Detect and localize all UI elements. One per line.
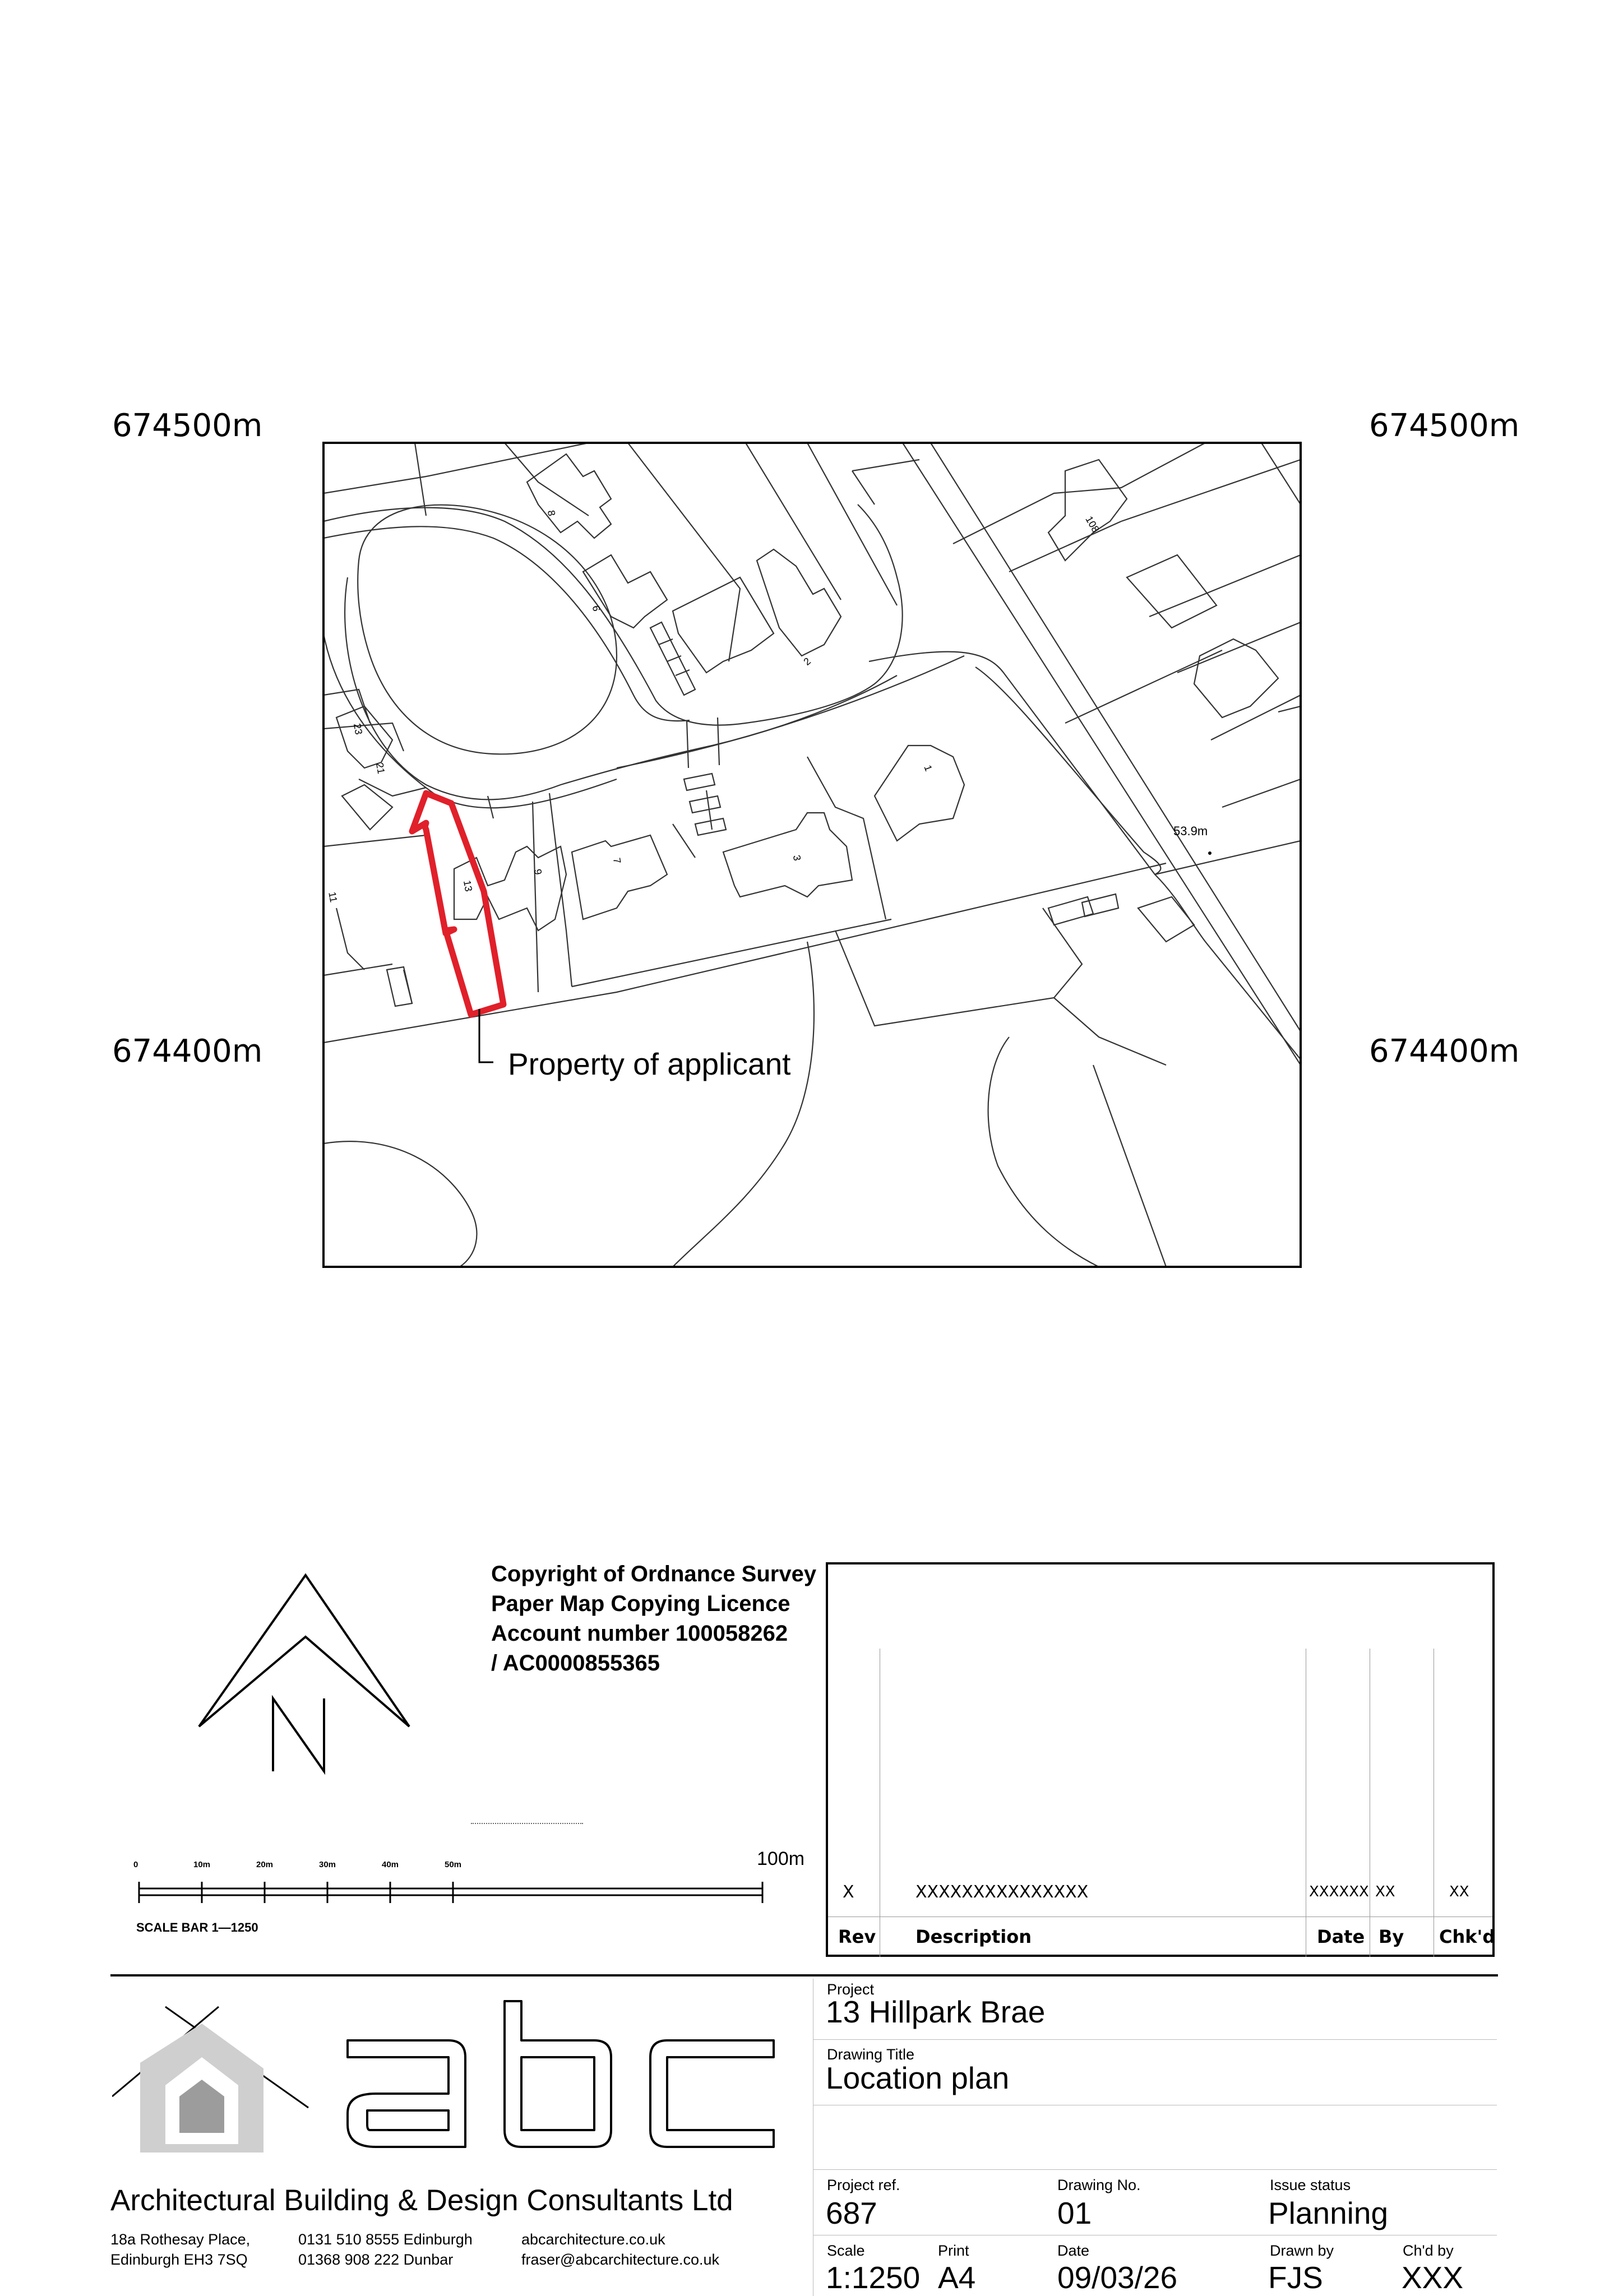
house-number: 3 xyxy=(790,854,803,862)
drawing-no-value: 01 xyxy=(1057,2196,1092,2230)
house-number: 108 xyxy=(1083,514,1102,535)
house-number: 21 xyxy=(373,761,387,775)
company-phones xyxy=(298,2229,473,2270)
grid-ref-top-right: 674500m xyxy=(1369,408,1520,444)
scale-end-label: 100m xyxy=(757,1848,805,1869)
scale-label: Scale xyxy=(827,2242,865,2259)
grid-ref-top-left: 674500m xyxy=(112,408,263,444)
grid-ref-bottom-right: 674400m xyxy=(1369,1033,1520,1070)
company-name: Architectural Building & Design Consultants Ltd xyxy=(110,2184,733,2217)
email-link[interactable]: fraser@abcarchitecture.co.uk xyxy=(521,2251,720,2268)
callout-label: Property of applicant xyxy=(508,1047,791,1081)
house-number: 7 xyxy=(611,857,623,865)
copyright-notice xyxy=(491,1559,816,1678)
house-number: 8 xyxy=(545,509,558,517)
project-ref-value: 687 xyxy=(826,2196,877,2230)
address-line: 18a Rothesay Place, xyxy=(110,2231,251,2248)
revision-chkd: XX xyxy=(1449,1883,1469,1900)
scale-bar-caption: SCALE BAR 1—1250 xyxy=(136,1920,258,1934)
date-value: 09/03/26 xyxy=(1057,2260,1178,2295)
grid-ref-bottom-left: 674400m xyxy=(112,1033,263,1070)
scale-tick-label: 20m xyxy=(256,1860,274,1869)
scale-value: 1:1250 xyxy=(826,2260,921,2295)
checked-by-label: Ch'd by xyxy=(1403,2242,1454,2259)
scale-tick-label: 50m xyxy=(445,1860,462,1869)
company-logo xyxy=(112,1996,785,2158)
row-divider xyxy=(813,2039,1497,2040)
house-number: 2 xyxy=(801,655,813,668)
house-number: 9 xyxy=(531,868,544,876)
scale-tick-label: 40m xyxy=(382,1860,399,1869)
project-ref-label: Project ref. xyxy=(827,2177,900,2193)
checked-by-value: XXX xyxy=(1402,2260,1464,2295)
revision-date: XXXXXX xyxy=(1309,1883,1369,1900)
website-link[interactable]: abcarchitecture.co.uk xyxy=(521,2231,665,2248)
print-value: A4 xyxy=(938,2260,976,2295)
revision-header-date: Date xyxy=(1317,1926,1365,1947)
address-line: Edinburgh EH3 7SQ xyxy=(110,2251,248,2268)
revision-header-rev: Rev xyxy=(838,1926,876,1947)
drawing-title-value: Location plan xyxy=(826,2061,1010,2095)
copyright-line: Account number 100058262 xyxy=(491,1621,788,1646)
phone-line: 01368 908 222 Dunbar xyxy=(298,2251,454,2268)
revision-header-chkd: Chk'd xyxy=(1439,1926,1496,1947)
project-value: 13 Hillpark Brae xyxy=(826,1994,1046,2029)
title-block-divider xyxy=(110,1974,1498,1976)
copyright-line: Paper Map Copying Licence xyxy=(491,1591,790,1616)
company-web xyxy=(521,2229,719,2270)
issue-status-label: Issue status xyxy=(1270,2177,1351,2193)
drawn-by-value: FJS xyxy=(1268,2260,1323,2295)
revision-rev: X xyxy=(843,1882,854,1902)
revision-description: XXXXXXXXXXXXXXX xyxy=(915,1882,1089,1902)
print-label: Print xyxy=(938,2242,969,2259)
callout-leader xyxy=(479,1009,493,1062)
house-number: 6 xyxy=(590,604,603,613)
project-label: Project xyxy=(827,1981,875,1998)
scale-tick-label: 0 xyxy=(133,1860,138,1869)
revision-header-by: By xyxy=(1379,1926,1404,1947)
phone-line: 0131 510 8555 Edinburgh xyxy=(298,2231,473,2248)
scale-bar-residue xyxy=(471,1823,583,1826)
drawing-title-label: Drawing Title xyxy=(827,2046,915,2063)
drawn-by-label: Drawn by xyxy=(1270,2242,1334,2259)
house-number: 1 xyxy=(922,763,935,773)
revision-by: XX xyxy=(1375,1883,1395,1900)
house-number: 11 xyxy=(326,891,340,904)
applicant-boundary xyxy=(412,793,503,1015)
spot-height-marker xyxy=(1208,851,1212,855)
north-arrow-icon xyxy=(191,1558,420,1777)
company-address xyxy=(110,2229,250,2270)
copyright-line: / AC0000855365 xyxy=(491,1651,660,1675)
house-number: 13 xyxy=(461,879,475,893)
copyright-line: Copyright of Ordnance Survey xyxy=(491,1562,817,1586)
scale-tick-label: 30m xyxy=(319,1860,336,1869)
row-divider xyxy=(813,2169,1497,2170)
revision-header-description: Description xyxy=(915,1926,1032,1947)
scale-tick-label: 10m xyxy=(193,1860,211,1869)
scale-bar xyxy=(129,1875,774,1909)
issue-status-value: Planning xyxy=(1268,2196,1389,2230)
house-number: 23 xyxy=(351,722,365,736)
drawing-no-label: Drawing No. xyxy=(1057,2177,1141,2193)
spot-height-label: 53.9m xyxy=(1173,824,1208,838)
date-label: Date xyxy=(1057,2242,1090,2259)
revisions-table xyxy=(826,1562,1495,1957)
